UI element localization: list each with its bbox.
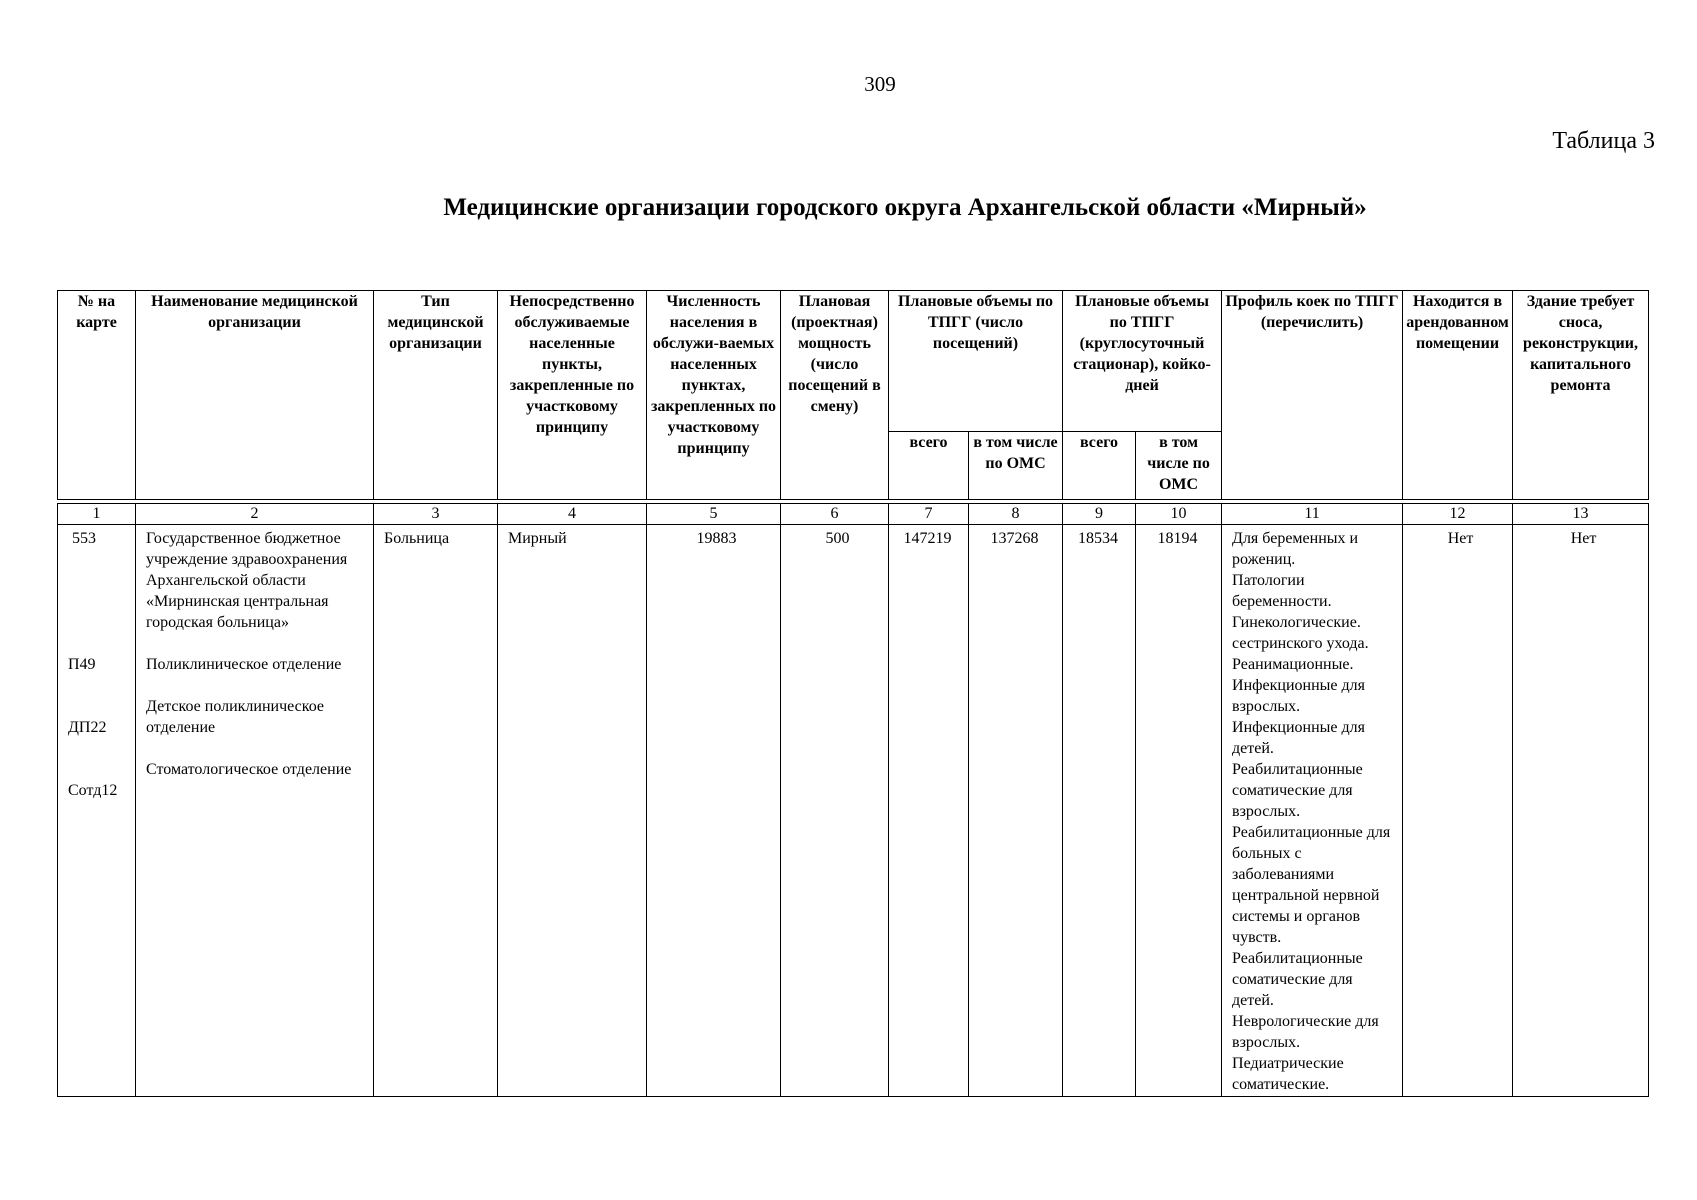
settlements: Мирный — [498, 525, 647, 1097]
capacity: 500 — [781, 525, 889, 1097]
bed-profile: Реанимационные. — [1232, 656, 1354, 673]
visits-total: 147219 — [889, 525, 969, 1097]
needs-repair: Нет — [1513, 525, 1649, 1097]
bed-profile: Неврологические для взрослых. — [1232, 1013, 1379, 1051]
header-visits-group: Плановые объемы по ТПГГ (число посещений) — [889, 291, 1063, 432]
column-number: 1 — [58, 504, 136, 525]
bed-profile: Гинекологические. — [1232, 614, 1361, 631]
column-number: 5 — [647, 504, 781, 525]
population: 19883 — [647, 525, 781, 1097]
header-bed-days-oms: в том числе по ОМС — [1136, 432, 1222, 500]
map-number: 553 — [72, 530, 96, 547]
column-number: 6 — [781, 504, 889, 525]
bed-profile: Реабилитационные соматические для детей. — [1232, 950, 1363, 1009]
bed-days-oms: 18194 — [1136, 525, 1222, 1097]
bed-profile: сестринского ухода. — [1232, 635, 1369, 652]
column-number: 8 — [969, 504, 1063, 525]
org-name: Поликлиническое отделение — [146, 656, 342, 673]
org-name: Стоматологическое отделение — [146, 761, 352, 778]
bed-profile: Инфекционные для взрослых. — [1232, 677, 1365, 715]
table-label: Таблица 3 — [1552, 128, 1655, 154]
map-number: П49 — [68, 656, 96, 673]
document-title: Медицинские организации городского округа Архангельской области «Мирный» — [443, 194, 1367, 221]
bed-profile-cell — [1222, 525, 1403, 1097]
organizations-table — [57, 290, 1649, 1097]
org-name: Детское поликлиническое отделение — [146, 698, 325, 736]
header-capacity: Плановая (проектная) мощность (число посещений в смену) — [781, 291, 889, 500]
table-row — [58, 525, 1649, 1097]
bed-profile: Для беременных и рожениц. — [1232, 530, 1359, 568]
bed-profile: Реабилитационные для больных с заболеваниями центральной нервной системы и органов чувств. — [1232, 824, 1391, 946]
map-number-cell — [58, 525, 136, 1097]
column-number: 12 — [1403, 504, 1513, 525]
header-rented: Находится в арендованном помещении — [1403, 291, 1513, 500]
map-number: ДП22 — [68, 719, 107, 736]
bed-profile: Реабилитационные соматические для взрослых. — [1232, 761, 1363, 820]
header-visits-total: всего — [889, 432, 969, 500]
bed-days-total: 18534 — [1063, 525, 1136, 1097]
column-number: 11 — [1222, 504, 1403, 525]
rented: Нет — [1403, 525, 1513, 1097]
header-visits-oms: в том числе по ОМС — [969, 432, 1063, 500]
header-bed-days-group: Плановые объемы по ТПГГ (круглосуточный стационар), койко-дней — [1063, 291, 1222, 432]
bed-profile: Педиатрические соматические. — [1232, 1055, 1344, 1093]
column-number: 10 — [1136, 504, 1222, 525]
header-org-type: Тип медицинской организации — [374, 291, 498, 500]
column-number: 4 — [498, 504, 647, 525]
column-number: 9 — [1063, 504, 1136, 525]
bed-profile: Патологии беременности. — [1232, 572, 1332, 610]
column-number: 2 — [136, 504, 374, 525]
header-bed-days-total: всего — [1063, 432, 1136, 500]
column-number: 13 — [1513, 504, 1649, 525]
header-org-name: Наименование медицинской организации — [136, 291, 374, 500]
header-settlements: Непосредственно обслуживаемые населенные пункты, закрепленные по участковому принципу — [498, 291, 647, 500]
header-needs-repair: Здание требует сноса, реконструкции, капитального ремонта — [1513, 291, 1649, 500]
header-map-number: № на карте — [58, 291, 136, 500]
page-number: 309 — [864, 72, 896, 96]
visits-oms: 137268 — [969, 525, 1063, 1097]
header-bed-profile: Профиль коек по ТПГГ (перечислить) — [1222, 291, 1403, 500]
column-number: 3 — [374, 504, 498, 525]
bed-profile: Инфекционные для детей. — [1232, 719, 1365, 757]
column-number: 7 — [889, 504, 969, 525]
header-population: Численность населения в обслужи-ваемых населенных пунктах, закрепленных по участковому принципу — [647, 291, 781, 500]
org-name: Государственное бюджетное учреждение здравоохранения Архангельской области «Мирнинская центральная городская больница» — [146, 530, 348, 631]
org-type: Больница — [374, 525, 498, 1097]
org-name-cell — [136, 525, 374, 1097]
map-number: Сотд12 — [68, 782, 118, 799]
